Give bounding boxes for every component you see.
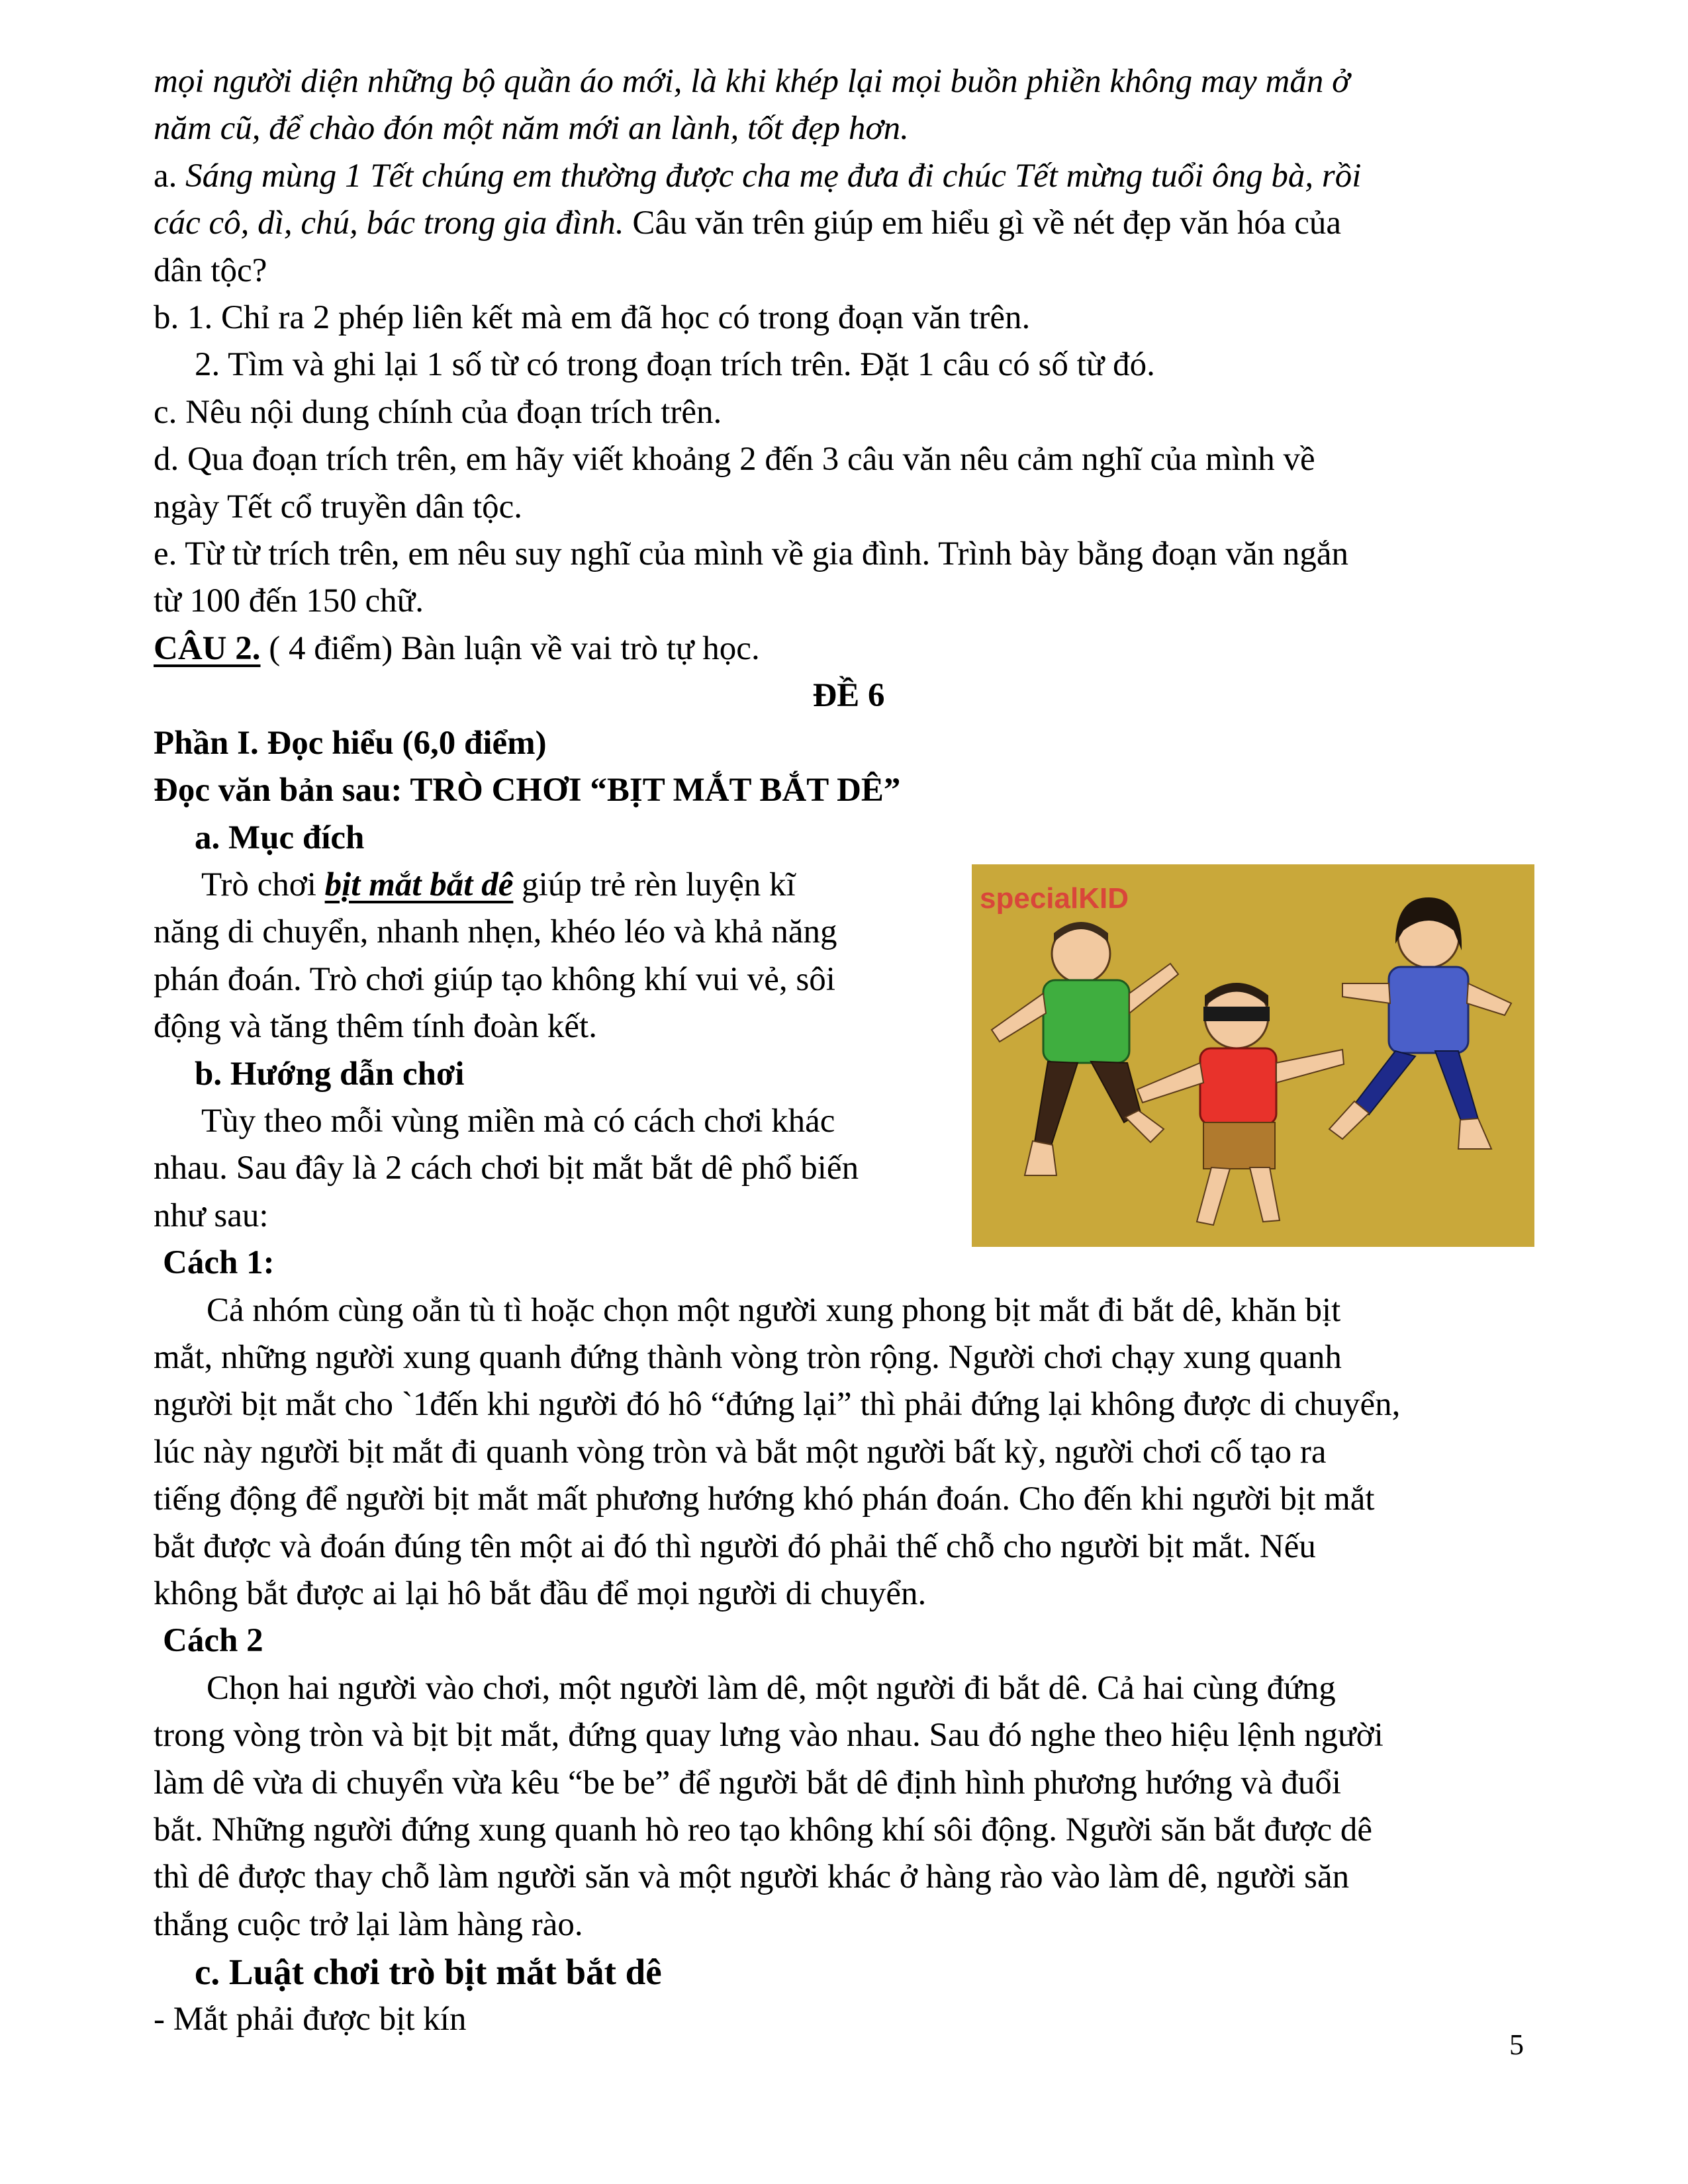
text-line: thì dê được thay chỗ làm người săn và một người khác ở hàng rào vào làm dê, người săn [154, 1858, 1350, 1896]
text-span: Trò chơi [201, 866, 325, 903]
question-b1: b. 1. Chỉ ra 2 phép liên kết mà em đã học có trong đoạn văn trên. [154, 299, 1031, 337]
blindfold [1203, 1007, 1270, 1021]
text-span: giúp trẻ rèn luyện kĩ [513, 866, 796, 903]
question-d: d. Qua đoạn trích trên, em hãy viết khoảng 2 đến 3 câu văn nêu cảm nghĩ của mình về [154, 441, 1315, 478]
question-2-text: ( 4 điểm) Bàn luận về vai trò tự học. [260, 629, 760, 667]
text-line: không bắt được ai lại hô bắt đầu để mọi người di chuyển. [154, 1575, 927, 1612]
question-e: e. Từ từ trích trên, em nêu suy nghĩ của mình về gia đình. Trình bày bằng đoạn văn ngắn [154, 535, 1349, 573]
text-line: trong vòng tròn và bịt bịt mắt, đứng quay lưng vào nhau. Sau đó nghe theo hiệu lệnh người [154, 1717, 1383, 1754]
question-a-cont [154, 200, 1544, 247]
game-name-emphasis: bịt mắt bắt dê [324, 866, 514, 903]
question-c: c. Nêu nội dung chính của đoạn trích trên. [154, 393, 722, 431]
text-line: từ 100 đến 150 chữ. [154, 582, 424, 620]
page-number: 5 [1509, 2028, 1524, 2061]
rule-item: - Mắt phải được bịt kín [154, 2000, 467, 2038]
text-line: thắng cuộc trở lại làm hàng rào. [154, 1905, 583, 1943]
text-line: năm cũ, để chào đón một năm mới an lành, tốt đẹp hơn. [154, 110, 909, 148]
quoted-sentence: Sáng mùng 1 Tết chúng em thường được cha mẹ đưa đi chúc Tết mừng tuổi ông bà, rồi [185, 157, 1362, 195]
section-heading: Phần I. Đọc hiểu (6,0 điểm) [154, 724, 547, 762]
text-line: động và tăng thêm tính đoàn kết. [154, 1008, 597, 1046]
text-line: mọi người diện những bộ quần áo mới, là khi khép lại mọi buồn phiền không may mắn ở [154, 63, 1350, 100]
game-illustration [972, 864, 1534, 1247]
logo-text: specialKID [980, 882, 1129, 915]
logo [976, 876, 1168, 923]
text-line [154, 862, 955, 909]
text-line: Cả nhóm cùng oẳn tù tì hoặc chọn một người xung phong bịt mắt đi bắt dê, khăn bịt [207, 1291, 1341, 1329]
text-line: như sau: [154, 1197, 269, 1234]
text-line: nhau. Sau đây là 2 cách chơi bịt mắt bắt dê phổ biến [154, 1150, 859, 1187]
text-line: lúc này người bịt mắt đi quanh vòng tròn và bắt một người bất kỳ, người chơi cố tạo ra [154, 1433, 1327, 1471]
text-line: phán đoán. Trò chơi giúp tạo không khí vui vẻ, sôi [154, 960, 835, 998]
subheading-guide: b. Hướng dẫn chơi [195, 1055, 465, 1093]
exam-title: ĐỀ 6 [812, 677, 885, 715]
text-column [154, 862, 955, 1240]
subheading-purpose: a. Mục đích [195, 819, 365, 856]
method-1-heading: Cách 1: [163, 1244, 275, 1282]
text-line: tiếng động để người bịt mắt mất phương hướng khó phán đoán. Cho đến khi người bịt mắt [154, 1480, 1375, 1518]
question-text: Câu văn trên giúp em hiểu gì về nét đẹp văn hóa của [624, 205, 1341, 242]
text-line: năng di chuyển, nhanh nhẹn, khéo léo và khả năng [154, 913, 837, 951]
text-line: Tùy theo mỗi vùng miền mà có cách chơi khác [201, 1102, 835, 1140]
text-line: bắt được và đoán đúng tên một ai đó thì người đó phải thế chỗ cho người bịt mắt. Nếu [154, 1527, 1316, 1565]
text-line: ngày Tết cổ truyền dân tộc. [154, 488, 523, 525]
question-2-label: CÂU 2. [154, 629, 261, 667]
text-line: người bịt mắt cho `1đến khi người đó hô “đứng lại” thì phải đứng lại không được di chuyển, [154, 1386, 1401, 1424]
text-line: mắt, những người xung quanh đứng thành vòng tròn rộng. Người chơi chạy xung quanh [154, 1338, 1342, 1376]
question-label: a. [154, 157, 186, 195]
method-2-heading: Cách 2 [163, 1622, 263, 1660]
text-line: Chọn hai người vào chơi, một người làm dê, một người đi bắt dê. Cả hai cùng đứng [207, 1669, 1336, 1707]
text-line: bắt. Những người đứng xung quanh hò reo tạo không khí sôi động. Người săn bắt được dê [154, 1811, 1372, 1849]
section-heading: Đọc văn bản sau: TRÒ CHƠI “BỊT MẮT BẮT DÊ” [154, 772, 901, 809]
text-line: làm dê vừa di chuyển vừa kêu “be be” để người bắt dê định hình phương hướng và đuổi [154, 1764, 1342, 1801]
question-b2: 2. Tìm và ghi lại 1 số từ có trong đoạn trích trên. Đặt 1 câu có số từ đó. [195, 346, 1155, 384]
quoted-sentence: các cô, dì, chú, bác trong gia đình. [154, 205, 624, 242]
subheading-rules: c. Luật chơi trò bịt mắt bắt dê [195, 1952, 662, 1993]
question-2 [154, 625, 1544, 672]
question-a [154, 153, 1544, 200]
text-line: dân tộc? [154, 251, 267, 289]
